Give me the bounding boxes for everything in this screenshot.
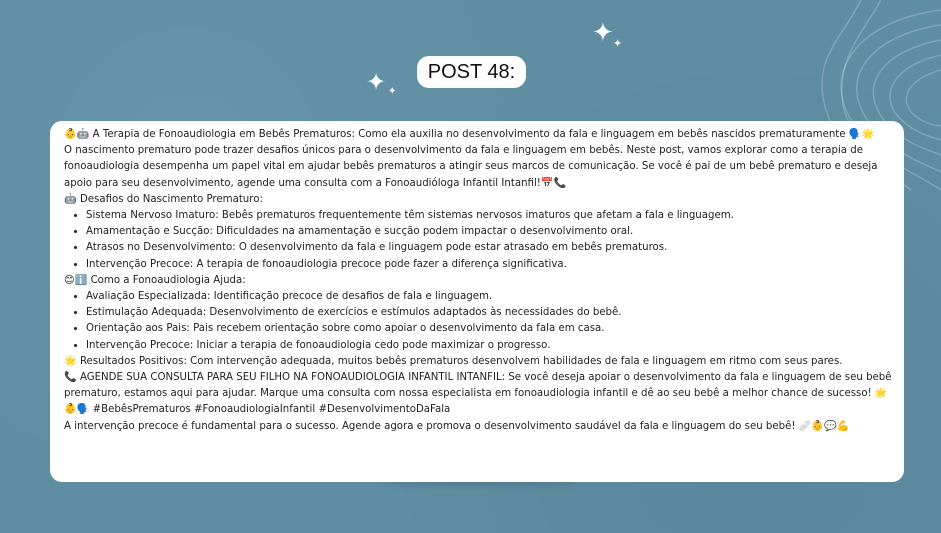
results-line: [64, 354, 892, 370]
challenges-heading: [64, 192, 892, 208]
star-baby-icon: 🌟👶🗣️: [64, 388, 888, 416]
speaking-head-icon: 🗣️🌟: [848, 129, 875, 140]
challenges-heading-text: Desafios do Nascimento Prematuro:: [79, 193, 263, 205]
list-item: • Atrasos no Desenvolvimento: O desenvolvimento da fala e linguagem pode estar atrasado em bebês prematuros.: [86, 240, 892, 256]
baby-icon: 👶🤖: [64, 129, 90, 140]
smile-info-icon: 😊ℹ️: [64, 274, 88, 286]
results-text: Resultados Positivos: Com intervenção adequada, muitos bebês prematuros desenvolvem habilidades de fala e linguagem em ritmo com seus pares.: [79, 355, 843, 367]
post-text-card: [50, 121, 904, 482]
sparkle-icon: ✦: [613, 37, 623, 50]
help-heading: [64, 273, 892, 289]
list-item: • Avaliação Especializada: Identificação precoce de desafios de fala e linguagem.: [86, 289, 892, 305]
intro-paragraph: [64, 143, 892, 192]
intro-line: [64, 127, 892, 143]
star-icon: 🌟: [64, 355, 77, 367]
challenges-list: [64, 208, 892, 273]
robot-icon: 🤖: [64, 193, 77, 205]
closing-text: A intervenção precoce é fundamental para o sucesso. Agende agora e promova o desenvolvimento saudável da fala e linguagem do seu bebê!: [64, 420, 796, 432]
calendar-icon: 📅📞: [540, 177, 567, 189]
phone-icon: 📞: [64, 372, 77, 384]
post-title: POST 48:: [427, 60, 516, 83]
intro-text: A Terapia de Fonoaudiologia em Bebês Prematuros: Como ela auxilia no desenvolvimento da fala e linguagem em bebês nascidos prematuramente: [92, 129, 846, 140]
sparkle-icon: ✦: [366, 68, 387, 96]
help-heading-text: Como a Fonoaudiologia Ajuda:: [90, 274, 246, 286]
list-item: • Sistema Nervoso Imaturo: Bebês prematuros frequentemente têm sistemas nervosos imaturos que afetam a fala e linguagem.: [86, 208, 892, 224]
hashtags: #BebêsPrematuros #FonoaudiologiaInfantil #DesenvolvimentoDaFala: [92, 404, 451, 416]
cta-paragraph: [64, 370, 892, 419]
list-item: • Intervenção Precoce: A terapia de fonoaudiologia precoce pode fazer a diferença significativa.: [86, 257, 892, 273]
sparkle-icon: ✦: [388, 86, 397, 97]
bandage-icon: 🩹👶💬💪: [798, 420, 850, 432]
list-item: • Estimulação Adequada: Desenvolvimento de exercícios e estímulos adaptados às necessidades do bebê.: [86, 305, 892, 321]
list-item: • Intervenção Precoce: Iniciar a terapia de fonoaudiologia cedo pode maximizar o progresso.: [86, 338, 892, 354]
closing-line: [64, 419, 892, 435]
sparkle-icon: ✦: [592, 18, 614, 48]
paragraph-text: O nascimento prematuro pode trazer desafios únicos para o desenvolvimento da fala e linguagem em bebês. Neste post, vamos explorar como a terapia de fonoaudiologia desempenha um papel vital em ajudar bebês prematuros a atingir seus marcos de comunicação. Se você é pai de um bebê prematuro e deseja apoio para seu desenvolvimento, agende uma consulta com a Fonoaudióloga Infantil Intanfil!: [64, 145, 878, 189]
list-item: • Orientação aos Pais: Pais recebem orientação sobre como apoiar o desenvolvimento da fala em casa.: [86, 321, 892, 337]
post-title-badge: [417, 56, 526, 88]
cta-text: AGENDE SUA CONSULTA PARA SEU FILHO NA FONOAUDIOLOGIA INFANTIL INTANFIL: Se você deseja apoiar o desenvolvimento da fala e linguagem de seu bebê prematuro, estamos aqui para ajudar. Marque uma consulta com nossa especialista em fonoaudiologia infantil e dê ao seu bebê a melhor chance de sucesso!: [64, 372, 892, 400]
help-list: [64, 289, 892, 354]
list-item: • Amamentação e Sucção: Dificuldades na amamentação e sucção podem impactar o desenvolvimento oral.: [86, 224, 892, 240]
